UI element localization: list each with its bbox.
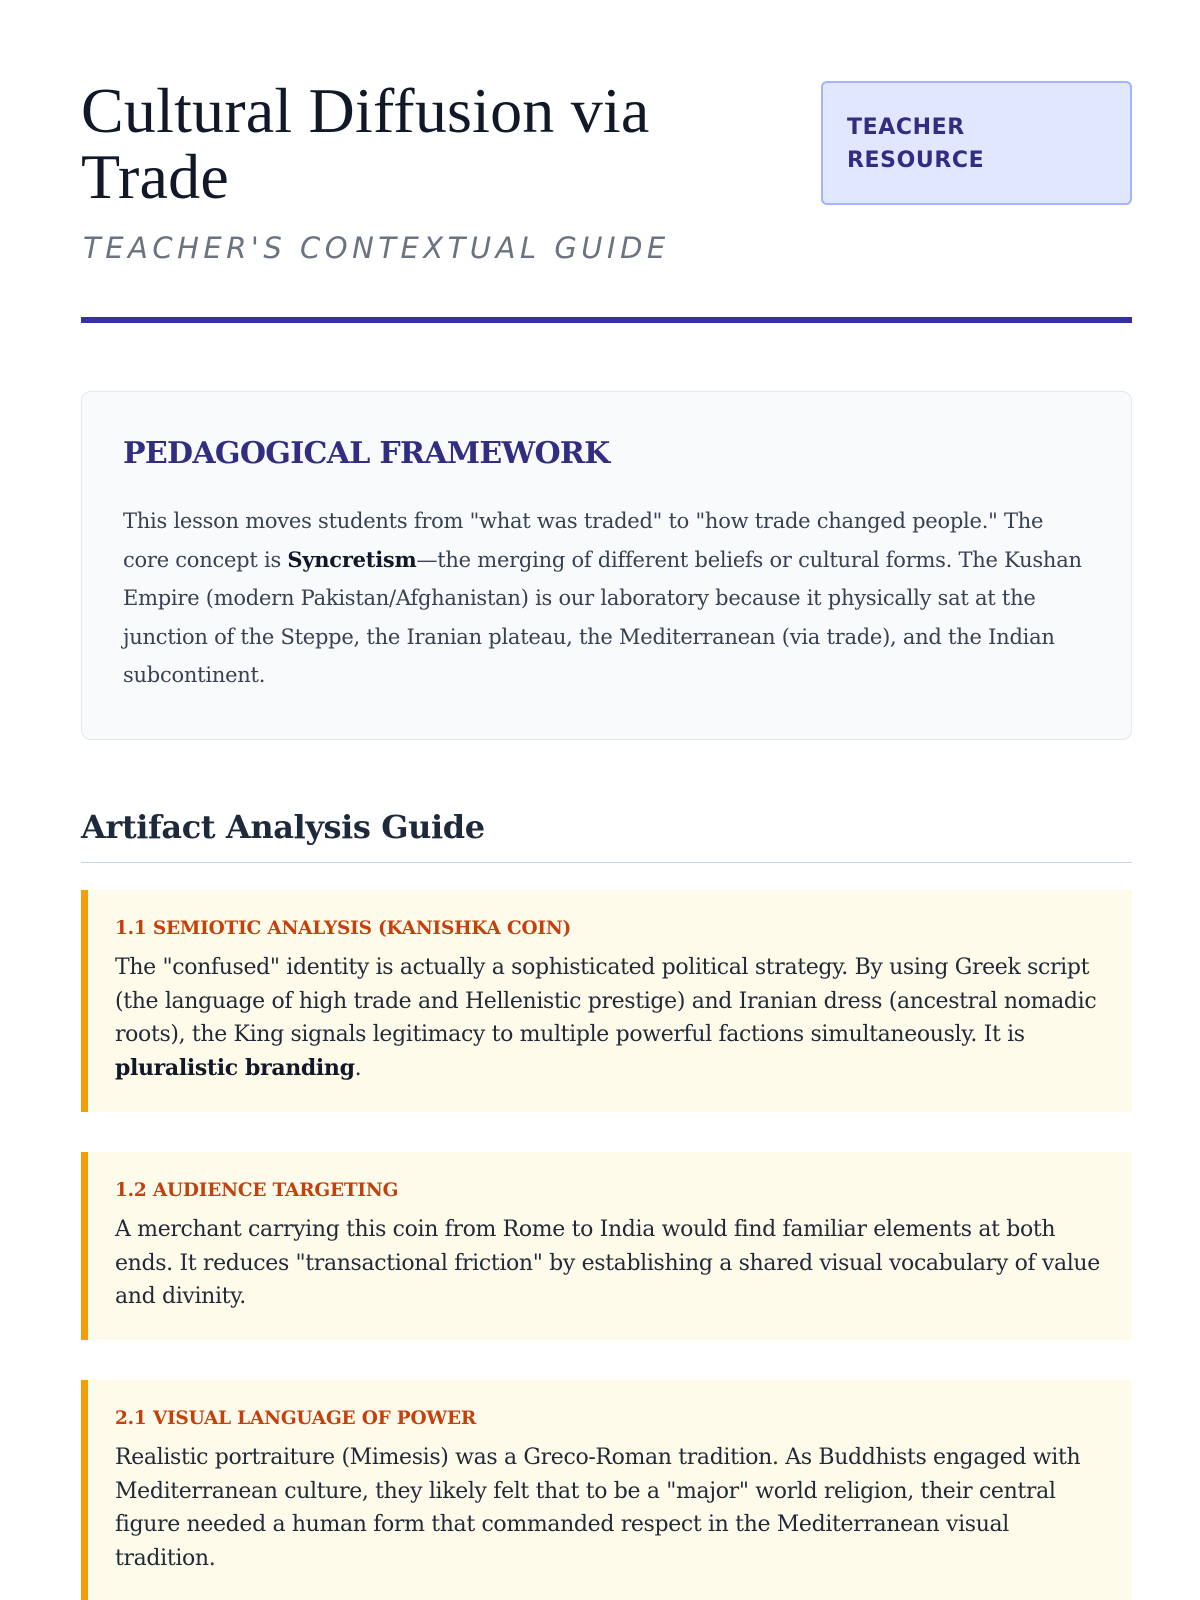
- card-heading: 2.1 VISUAL LANGUAGE OF POWER: [115, 1408, 477, 1429]
- analysis-card: [81, 890, 1132, 1112]
- page-title: Cultural Diffusion via Trade: [81, 75, 650, 212]
- card-text-start: The "confused" identity is actually a sophisticated political strategy. By using Greek script (the language of high trade and Hellenistic prestige) and Iranian dress (ancestral nomadic roots), the King signals legitimacy to multiple powerful factions simultaneously. It is: [115, 955, 1097, 1047]
- framework-heading: PEDAGOGICAL FRAMEWORK: [123, 436, 610, 471]
- card-text: [115, 951, 1106, 1085]
- teacher-resource-badge: [821, 81, 1132, 205]
- header-divider: [81, 317, 1132, 323]
- artifact-guide-title: Artifact Analysis Guide: [81, 808, 485, 846]
- card-text: Realistic portraiture (Mimesis) was a Greco-Roman tradition. As Buddhists engaged with Mediterranean culture, they likely felt that to be a "major" world religion, their central figure needed a human form that commanded respect in the Mediterranean visual tradition.: [115, 1445, 1081, 1571]
- card-emphasis: pluralistic branding: [115, 1054, 355, 1081]
- guide-divider: [81, 862, 1132, 863]
- framework-text-end: —the merging of different beliefs or cultural forms. The Kushan Empire (modern Pakistan/Afghanistan) is our laboratory because it physically sat at the junction of the Steppe, the Iranian plateau, the Mediterranean (via trade), and the Indian subcontinent.: [123, 547, 1082, 687]
- card-text-end: .: [354, 1055, 362, 1081]
- card-heading: 1.1 SEMIOTIC ANALYSIS (KANISHKA COIN): [115, 918, 572, 939]
- card-text: A merchant carrying this coin from Rome to India would find familiar elements at both ends. It reduces "transactional friction" by establishing a shared visual vocabulary of value and divinity.: [115, 1217, 1100, 1309]
- framework-text-start: This lesson moves students from "what was traded" to "how trade changed people." The core concept is: [123, 509, 1044, 572]
- framework-text: [123, 502, 1090, 695]
- page-subtitle: TEACHER'S CONTEXTUAL GUIDE: [83, 231, 670, 265]
- badge-line-2: RESOURCE: [847, 148, 985, 173]
- badge-line-1: TEACHER: [847, 115, 965, 140]
- framework-emphasis: Syncretism: [287, 546, 417, 572]
- pedagogical-framework-panel: [81, 391, 1132, 740]
- analysis-card: [81, 1380, 1132, 1600]
- page-header: [81, 75, 1132, 323]
- card-heading: 1.2 AUDIENCE TARGETING: [115, 1180, 399, 1201]
- analysis-card: [81, 1152, 1132, 1340]
